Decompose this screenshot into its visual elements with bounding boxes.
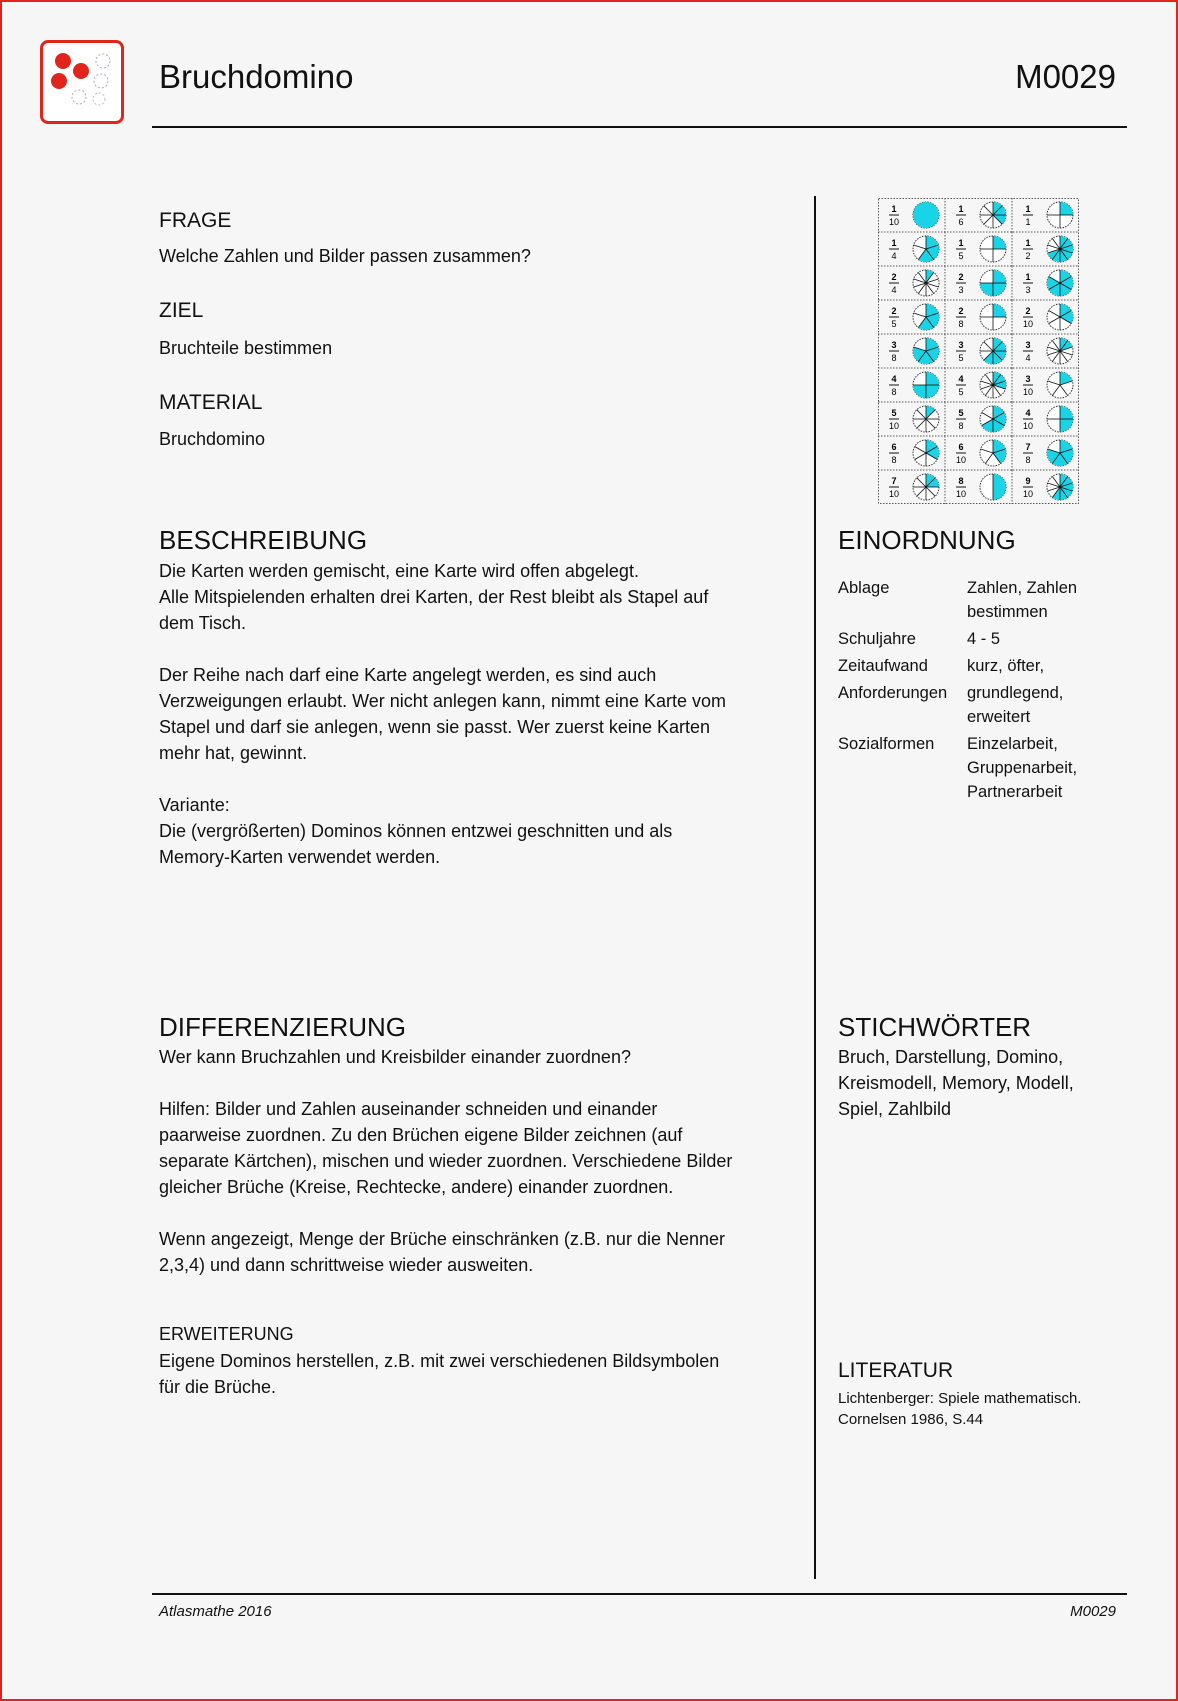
domino-grid <box>878 198 1079 505</box>
fraction-numerator: 1 <box>1025 238 1031 248</box>
einordnung-row <box>838 576 1118 624</box>
einordnung-row <box>838 681 1118 729</box>
fraction-pie <box>980 372 1006 398</box>
fraction-numerator: 2 <box>891 272 897 282</box>
fraction-numerator: 3 <box>958 340 964 350</box>
frage-label: FRAGE <box>159 209 232 232</box>
footer-right: M0029 <box>1070 1603 1116 1620</box>
fraction-denominator: 10 <box>1022 489 1034 499</box>
fraction-pie <box>913 338 939 364</box>
erweiterung-label: ERWEITERUNG <box>159 1324 294 1344</box>
fraction-denominator: 3 <box>1025 285 1031 295</box>
fraction-pie <box>1047 474 1073 500</box>
fraction-numerator: 8 <box>958 476 964 486</box>
fraction-pie <box>980 202 1006 228</box>
fraction-denominator: 8 <box>1025 455 1031 465</box>
atlasmathe-logo <box>40 40 124 124</box>
einordnung-heading: EINORDNUNG <box>838 525 1016 555</box>
fraction-pie <box>1047 338 1073 364</box>
stichwoerter-heading: STICHWÖRTER <box>838 1012 1032 1042</box>
fraction-denominator: 1 <box>1025 217 1031 227</box>
fraction-pie <box>913 270 939 296</box>
fraction-numerator: 3 <box>891 340 897 350</box>
fraction-pie <box>980 440 1006 466</box>
fraction-denominator: 4 <box>891 251 897 261</box>
fraction-pie <box>1047 202 1073 228</box>
domino-image <box>878 198 1079 510</box>
fraction-pie <box>1047 236 1073 262</box>
footer-left: Atlasmathe 2016 <box>159 1603 272 1620</box>
einordnung-table <box>838 576 1118 807</box>
fraction-numerator: 1 <box>958 238 964 248</box>
fraction-denominator: 8 <box>958 421 964 431</box>
fraction-numerator: 7 <box>891 476 897 486</box>
einordnung-value: Einzelarbeit, Gruppenarbeit, Partnerarbeit <box>967 735 1078 801</box>
fraction-denominator: 5 <box>891 319 897 329</box>
fraction-denominator: 10 <box>955 455 967 465</box>
fraction-pie <box>980 338 1006 364</box>
beschreibung-text: Die Karten werden gemischt, eine Karte wird offen abgelegt. Alle Mitspielenden erhalten drei Karten, der Rest bleibt als Stapel auf dem Tisch. Der Reihe nach darf eine Karte angelegt werden, es sind auch Verzweigungen erlaubt. Wer nicht anlegen kann, nimmt eine Karte vom Stapel und darf sie anlegen, wenn sie passt. Wer zuerst keine Karten mehr hat, gewinnt. Variante: Die (vergrößerten) Dominos können entzwei geschnitten und als Memory-Karten verwendet werden. <box>159 561 726 867</box>
fraction-denominator: 8 <box>891 353 897 363</box>
fraction-pie <box>1047 440 1073 466</box>
page-title: Bruchdomino <box>159 58 354 95</box>
material-label: MATERIAL <box>159 391 263 414</box>
fraction-numerator: 1 <box>1025 204 1031 214</box>
differenzierung-text: Wer kann Bruchzahlen und Kreisbilder einander zuordnen? Hilfen: Bilder und Zahlen auseinander schneiden und einander paarweise zuordnen. Zu den Brüchen eigene Bilder zeichnen (auf separate Kärtchen), mischen und wieder zuordnen. Verschiedene Bilder gleicher Brüche (Kreise, Rechtecke, andere) einander zuordnen. Wenn angezeigt, Menge der Brüche einschränken (z.B. nur die Nenner 2,3,4) und dann schrittweise wieder ausweiten. <box>159 1047 733 1275</box>
fraction-pie <box>980 304 1006 330</box>
fraction-denominator: 10 <box>1022 421 1034 431</box>
fraction-pie <box>1047 406 1073 432</box>
fraction-denominator: 4 <box>891 285 897 295</box>
einordnung-value: 4 - 5 <box>967 630 1001 648</box>
fraction-denominator: 10 <box>888 421 900 431</box>
fraction-denominator: 8 <box>891 387 897 397</box>
fraction-denominator: 10 <box>1022 387 1034 397</box>
literatur-label: LITERATUR <box>838 1359 954 1382</box>
fraction-numerator: 1 <box>1025 272 1031 282</box>
fraction-pie <box>913 304 939 330</box>
fraction-denominator: 3 <box>958 285 964 295</box>
fraction-numerator: 4 <box>958 374 964 384</box>
header-divider <box>152 126 1127 128</box>
fraction-numerator: 1 <box>891 238 897 248</box>
fraction-numerator: 3 <box>1025 340 1031 350</box>
fraction-pie <box>1047 304 1073 330</box>
fraction-denominator: 5 <box>958 251 964 261</box>
beschreibung-heading: BESCHREIBUNG <box>159 525 368 555</box>
ziel-text: Bruchteile bestimmen <box>159 338 333 358</box>
fraction-pie <box>980 406 1006 432</box>
fraction-denominator: 6 <box>958 217 964 227</box>
fraction-pie <box>980 270 1006 296</box>
fraction-numerator: 2 <box>1025 306 1031 316</box>
einordnung-key: Anforderungen <box>838 684 948 702</box>
fraction-numerator: 7 <box>1025 442 1031 452</box>
fraction-numerator: 4 <box>1025 408 1031 418</box>
fraction-pie <box>913 202 939 228</box>
einordnung-key: Schuljahre <box>838 630 916 648</box>
einordnung-row <box>838 627 1118 651</box>
fraction-pie <box>980 474 1006 500</box>
fraction-numerator: 2 <box>891 306 897 316</box>
erweiterung-text: Eigene Dominos herstellen, z.B. mit zwei verschiedenen Bildsymbolen für die Brüche. <box>159 1351 720 1397</box>
differenzierung-heading: DIFFERENZIERUNG <box>159 1012 406 1042</box>
fraction-numerator: 2 <box>958 272 964 282</box>
document-code: M0029 <box>1015 58 1116 95</box>
einordnung-key: Ablage <box>838 579 890 597</box>
fraction-denominator: 10 <box>888 217 900 227</box>
fraction-numerator: 5 <box>891 408 897 418</box>
fraction-numerator: 3 <box>1025 374 1031 384</box>
ziel-label: ZIEL <box>159 299 204 322</box>
fraction-pie <box>1047 372 1073 398</box>
fraction-numerator: 9 <box>1025 476 1031 486</box>
einordnung-value: Zahlen, Zahlen bestimmen <box>967 579 1078 621</box>
fraction-denominator: 10 <box>1022 319 1034 329</box>
fraction-denominator: 5 <box>958 387 964 397</box>
fraction-numerator: 6 <box>958 442 964 452</box>
fraction-denominator: 2 <box>1025 251 1031 261</box>
fraction-denominator: 5 <box>958 353 964 363</box>
fraction-numerator: 5 <box>958 408 964 418</box>
stichwoerter-text: Bruch, Darstellung, Domino, Kreismodell, Memory, Modell, Spiel, Zahlbild <box>838 1047 1074 1119</box>
dots-logo-icon <box>43 43 121 121</box>
fraction-numerator: 1 <box>891 204 897 214</box>
fraction-denominator: 8 <box>958 319 964 329</box>
fraction-pie <box>913 236 939 262</box>
fraction-numerator: 2 <box>958 306 964 316</box>
fraction-pie <box>1047 270 1073 296</box>
fraction-denominator: 10 <box>955 489 967 499</box>
fraction-pie <box>913 372 939 398</box>
einordnung-value: kurz, öfter, <box>967 657 1045 675</box>
einordnung-key: Sozialformen <box>838 735 935 753</box>
fraction-numerator: 1 <box>958 204 964 214</box>
fraction-pie <box>913 406 939 432</box>
literatur-text: Lichtenberger: Spiele mathematisch. Cornelsen 1986, S.44 <box>838 1390 1082 1428</box>
einordnung-key: Zeitaufwand <box>838 657 928 675</box>
fraction-denominator: 10 <box>888 489 900 499</box>
frage-text: Welche Zahlen und Bilder passen zusammen? <box>159 246 531 266</box>
fraction-denominator: 8 <box>891 455 897 465</box>
einordnung-row <box>838 732 1118 804</box>
fraction-denominator: 4 <box>1025 353 1031 363</box>
fraction-pie <box>913 440 939 466</box>
column-divider <box>814 196 816 1579</box>
einordnung-value: grundlegend, erweitert <box>967 684 1064 726</box>
einordnung-row <box>838 654 1118 678</box>
footer-divider <box>152 1593 1127 1595</box>
fraction-pie <box>913 474 939 500</box>
material-text: Bruchdomino <box>159 429 266 449</box>
fraction-numerator: 4 <box>891 374 897 384</box>
fraction-numerator: 6 <box>891 442 897 452</box>
fraction-pie <box>980 236 1006 262</box>
